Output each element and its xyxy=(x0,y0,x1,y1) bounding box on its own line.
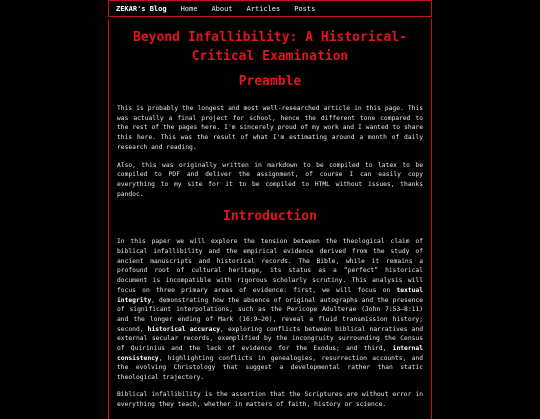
nav-link-home[interactable]: Home xyxy=(180,4,198,13)
preamble-paragraph-1: This is probably the longest and most well-researched article in this page. This was actually a final project for school, hence the different tone compared to the rest of the pages here. I'm sincerely proud of my work and I wanted to share this here. This was the result of what I'm estimating around a month of daily research and reading. xyxy=(117,105,423,151)
intro-text-3: , exploring conflicts between biblical narratives and external secular records, exemplified by the incongruity surrounding the Census of Quirinius and the lack of evidence for the Exodus; and third, xyxy=(117,325,423,353)
intro-bold-internal-consistency: internal consistency xyxy=(117,345,423,362)
section-heading-introduction: Introduction xyxy=(223,209,317,225)
intro-text-1: In this paper we will explore the tension between the theological claim of biblical infallibility and the empirical evidence derived from the study of ancient manuscripts and historical records. The Bible, while it remains a profound root of cultural heritage, its status as a “perfect” historical document is incompatible with rigorous scholarly scrutiny. This analysis will focus on three primary areas of evidence: first, we will focus on xyxy=(117,238,423,294)
article-container xyxy=(108,19,432,419)
intro-text-4: , highlighting conflicts in genealogies, resurrection accounts, and the evolving Christology that suggest a developmental rather than static theological trajectory. xyxy=(117,354,423,382)
nav-link-about[interactable]: About xyxy=(211,4,233,13)
intro-bold-historical-accuracy: historical accuracy xyxy=(147,325,221,333)
site-brand[interactable]: ZEKAR's Blog xyxy=(116,4,167,13)
introduction-paragraph-2: Biblical infallibility is the assertion that the Scriptures are without error in everything they teach, whether in matters of faith, history or science. xyxy=(117,390,423,408)
nav-link-articles[interactable]: Articles xyxy=(246,4,281,13)
top-navbar xyxy=(108,0,432,17)
preamble-paragraph-2: Also, this was originally written in markdown to be compiled to latex to be compiled to PDF and deliver the assignment, of course I can easily copy everything to my site for it to be compiled to HTML without issues, thanks pandoc. xyxy=(117,161,423,198)
intro-text-2: , demonstrating how the absence of original autographs and the presence of significant interpolations, such as the Pericope Adulterae (John 7:53–8:11) and the longer ending of Mark (16:9–20), reveal a fluid transmission history; second, xyxy=(117,296,423,333)
intro-bold-textual-integrity: textual integrity xyxy=(117,286,423,304)
nav-link-posts[interactable]: Posts xyxy=(294,4,316,13)
introduction-paragraph-1 xyxy=(117,237,423,383)
section-heading-preamble: Preamble xyxy=(238,74,302,89)
article-title: Beyond Infallibility: A Historical-Critical Examination xyxy=(133,30,407,64)
